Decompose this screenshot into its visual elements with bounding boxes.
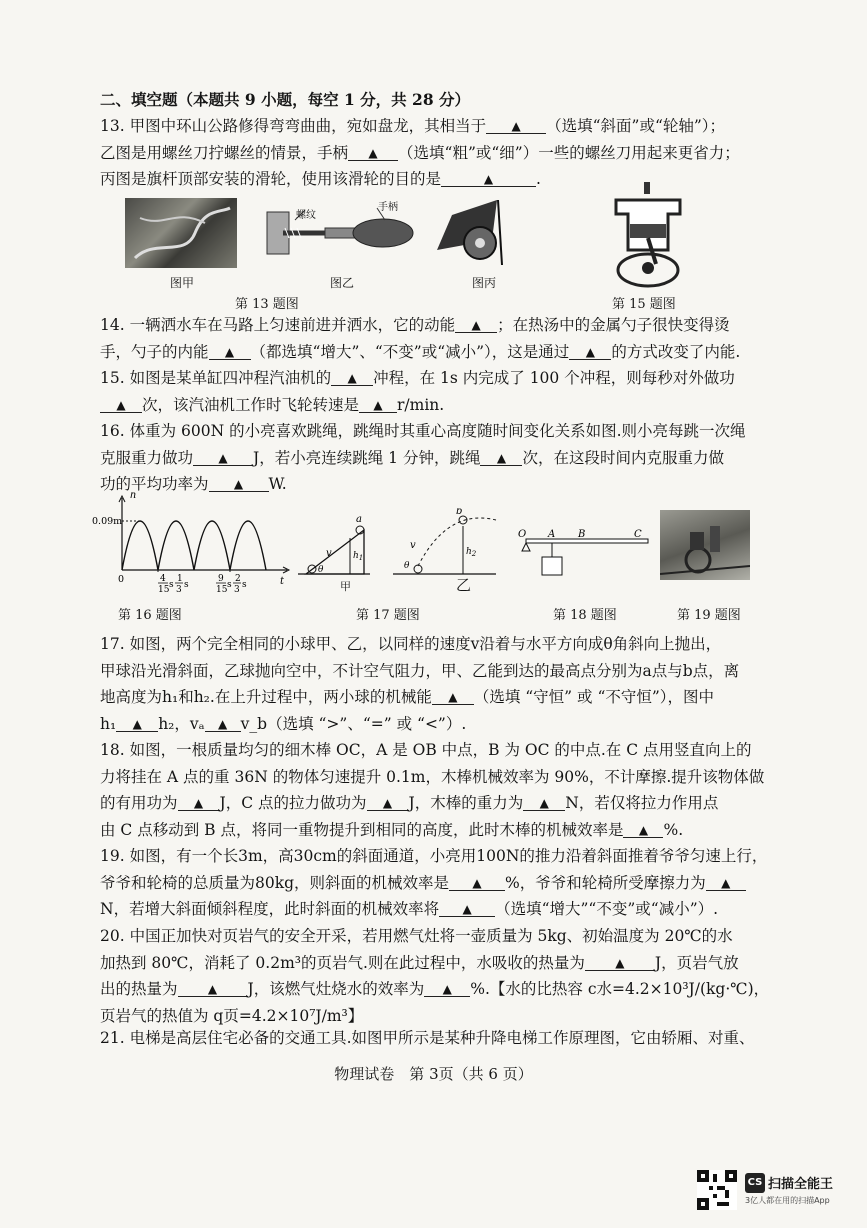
pulley-drawing	[432, 195, 512, 270]
height-curve	[122, 521, 266, 570]
fig17-caption-jia: 甲	[340, 580, 351, 593]
fig16-caption: 第 16 题图	[118, 608, 182, 623]
fig13-caption: 第 13 题图	[235, 297, 299, 312]
point-a-label: a	[356, 514, 362, 525]
axis-h-label: h	[130, 492, 137, 501]
point-o-label: O	[518, 529, 527, 540]
answer-blank[interactable]: ▲	[205, 717, 241, 732]
tick-unit: s	[242, 580, 247, 590]
fig13-caption-yi: 图乙	[330, 276, 355, 290]
engine-cylinder-drawing	[608, 180, 688, 290]
answer-blank[interactable]: ▲	[480, 451, 522, 466]
fig17-caption-yi: 乙	[456, 576, 472, 594]
fig13-caption-jia: 图甲	[170, 276, 195, 290]
road-curve-drawing	[125, 198, 237, 268]
answer-blank[interactable]: ▲	[178, 982, 248, 997]
tick-numerator: 1	[177, 574, 183, 584]
fig17-caption: 第 17 题图	[356, 608, 420, 623]
origin-label: 0	[118, 574, 125, 585]
point-a-label: A	[548, 529, 556, 540]
tick-unit: s	[169, 580, 174, 590]
h2-letter: h	[466, 547, 472, 557]
tick-numerator: 2	[235, 574, 241, 584]
page-footer: 物理试卷 第 3页（共 6 页）	[334, 1065, 533, 1083]
answer-blank[interactable]: ▲	[439, 902, 495, 917]
angle-label: θ	[404, 561, 410, 571]
question-21: 21. 电梯是高层住宅必备的交通工具.如图甲所示是某种升降电梯工作原理图，它由轿厢、对重、	[100, 1029, 755, 1047]
pivot	[522, 543, 530, 551]
answer-blank[interactable]: ▲	[523, 796, 565, 811]
question-20: 20. 中国正加快对页岩气的安全开采，若用燃气灶将一壶质量为 5kg、初始温度为 20℃的水 加热到 80℃，消耗了 0.2m³的页岩气.则在此过程中，水吸收的热量为 ▲ J，页岩气放 出的热量为 ▲ J，该燃气灶烧水的效率为 ▲ %.【水的比热容 c水=4.2×10³J/(kg·℃)， 页岩气的热值为 q页=4.2×10⁷J/m³】	[100, 927, 770, 1025]
fig18-caption: 第 18 题图	[553, 608, 617, 623]
answer-blank[interactable]: ▲	[623, 823, 663, 838]
answer-blank[interactable]: ▲	[209, 345, 251, 360]
screw-thread-label: 螺纹	[296, 210, 316, 221]
answer-blank[interactable]: ▲	[569, 345, 611, 360]
answer-blank[interactable]: ▲	[706, 876, 746, 891]
tick-numerator: 9	[218, 574, 224, 584]
h1-letter: h	[353, 551, 359, 561]
question-14: 14. 一辆洒水车在马路上匀速前进并洒水，它的动能 ▲ ；在热汤中的金属勺子很快变得烫 手，勺子的内能 ▲ （都选填“增大”、“不变”或“减小”），这是通过 ▲ 的方式改变了内能.	[100, 316, 741, 361]
h2-label	[466, 547, 477, 558]
answer-blank[interactable]: ▲	[449, 876, 505, 891]
velocity-label: v	[410, 540, 416, 551]
answer-blank[interactable]: ▲	[209, 477, 269, 492]
trajectory	[418, 518, 496, 566]
lever-rod	[526, 539, 648, 543]
wheelchair-drawing	[660, 510, 750, 580]
tick-denominator: 3	[176, 585, 182, 595]
question-16: 16. 体重为 600N 的小亮喜欢跳绳，跳绳时其重心高度随时间变化关系如图.则小亮每跳一次绳 克服重力做功 ▲ J，若小亮连续跳绳 1 分钟，跳绳 ▲ 次，在这段时间内克服重力做 功的平均功率为 ▲ W.	[100, 422, 746, 493]
answer-blank[interactable]: ▲	[193, 451, 253, 466]
answer-blank[interactable]: ▲	[367, 796, 409, 811]
velocity-label: v	[326, 548, 332, 559]
fig15-caption: 第 15 题图	[612, 297, 676, 312]
brand-tagline: 3亿人都在用的扫描App	[745, 1195, 830, 1205]
answer-blank[interactable]: ▲	[441, 172, 536, 187]
tick-denominator: 15	[216, 585, 228, 595]
h1-label	[353, 551, 363, 562]
fig16-height-time-graph	[92, 492, 292, 597]
axis-t-label: t	[280, 576, 285, 587]
tick-labels	[158, 574, 247, 595]
answer-blank[interactable]: ▲	[100, 398, 142, 413]
mountain-road-photo	[125, 198, 237, 268]
tick-numerator: 4	[160, 574, 166, 584]
answer-blank[interactable]: ▲	[178, 796, 220, 811]
point-b-label: b	[456, 508, 463, 517]
answer-blank[interactable]: ▲	[486, 119, 546, 134]
fig18-lever-diagram	[512, 525, 652, 585]
section-title: 二、填空题（本题共 9 小题，每空 1 分，共 28 分）	[100, 90, 471, 109]
question-18: 18. 如图，一根质量均匀的细木棒 OC，A 是 OB 中点，B 为 OC 的中点.在 C 点用竖直向上的 力将挂在 A 点的重 36N 的物体匀速提升 0.1m，木棒机械效率为 90%，不计摩擦.提升该物体做 的有用功为 ▲ J，C 点的拉力做功为 ▲ J，木棒的重力为 ▲ N，若仅将拉力作用点 由 C 点移动到 B 点，将同一重物提升到相同的高度，此时木棒的机械效率是 ▲ %.	[100, 741, 765, 839]
tick-unit: s	[227, 580, 232, 590]
answer-blank[interactable]: ▲	[432, 690, 474, 705]
tick-denominator: 15	[158, 585, 170, 595]
answer-blank[interactable]: ▲	[348, 146, 398, 161]
h1-subscript: 1	[358, 554, 364, 562]
question-17: 17. 如图，两个完全相同的小球甲、乙，以同样的速度v沿着与水平方向成θ角斜向上抛出， 甲球沿光滑斜面，乙球抛向空中，不计空气阻力，甲、乙能到达的最高点分别为a点与b点，离 地高度为h₁和h₂.在上升过程中，两小球的机械能 ▲ （选填 “守恒” 或 “不守恒”），图中 h₁ ▲ h₂，vₐ ▲ v_b（选填 “>”、“=” 或 “<”）.	[100, 635, 740, 733]
brand-name: 扫描全能王	[768, 1177, 834, 1192]
answer-blank[interactable]: ▲	[331, 371, 373, 386]
qr-code-icon	[697, 1170, 737, 1210]
answer-blank[interactable]: ▲	[116, 717, 158, 732]
h2-subscript: 2	[471, 550, 477, 558]
angle-label: θ	[318, 565, 324, 575]
tick-unit: s	[184, 580, 189, 590]
point-b-label: B	[578, 529, 586, 540]
question-19: 19. 如图，有一个长3m，高30cm的斜面通道，小亮用100N的推力沿着斜面推着爷爷匀速上行， 爷爷和轮椅的总质量为80kg，则斜面的机械效率是 ▲ %，爷爷和轮椅所受摩擦力为 ▲ N，若增大斜面倾斜程度，此时斜面的机械效率将 ▲ （选填“增大”“不变”或“减小”）.	[100, 847, 768, 918]
handle-label: 手柄	[378, 202, 398, 213]
question-15: 15. 如图是某单缸四冲程汽油机的 ▲ 冲程，在 1s 内完成了 100 个冲程，则每秒对外做功 ▲ 次，该汽油机工作时飞轮转速是 ▲ r/min.	[100, 369, 735, 414]
wheelchair-ramp-photo	[660, 510, 750, 580]
point-c-label: C	[634, 529, 642, 540]
answer-blank[interactable]: ▲	[455, 318, 497, 333]
weight-block	[542, 557, 562, 575]
answer-blank[interactable]: ▲	[585, 956, 655, 971]
fig13-caption-bing: 图丙	[472, 276, 497, 290]
scanner-watermark	[745, 1172, 833, 1206]
question-13: 13. 甲图中环山公路修得弯弯曲曲，宛如盘龙，其相当于 ▲ （选填“斜面”或“轮轴”）； 乙图是用螺丝刀拧螺丝的情景，手柄 ▲ （选填“粗”或“细”）一些的螺丝刀用起来更省力； 丙图是旗杆顶部安装的滑轮，使用该滑轮的目的是 ▲ .	[100, 117, 740, 188]
fig19-caption: 第 19 题图	[677, 608, 741, 623]
answer-blank[interactable]: ▲	[359, 398, 397, 413]
tick-denominator: 3	[234, 585, 240, 595]
cs-logo-icon: CS	[745, 1173, 765, 1193]
ymax-label: 0.09m	[92, 516, 123, 527]
answer-blank[interactable]: ▲	[424, 982, 470, 997]
